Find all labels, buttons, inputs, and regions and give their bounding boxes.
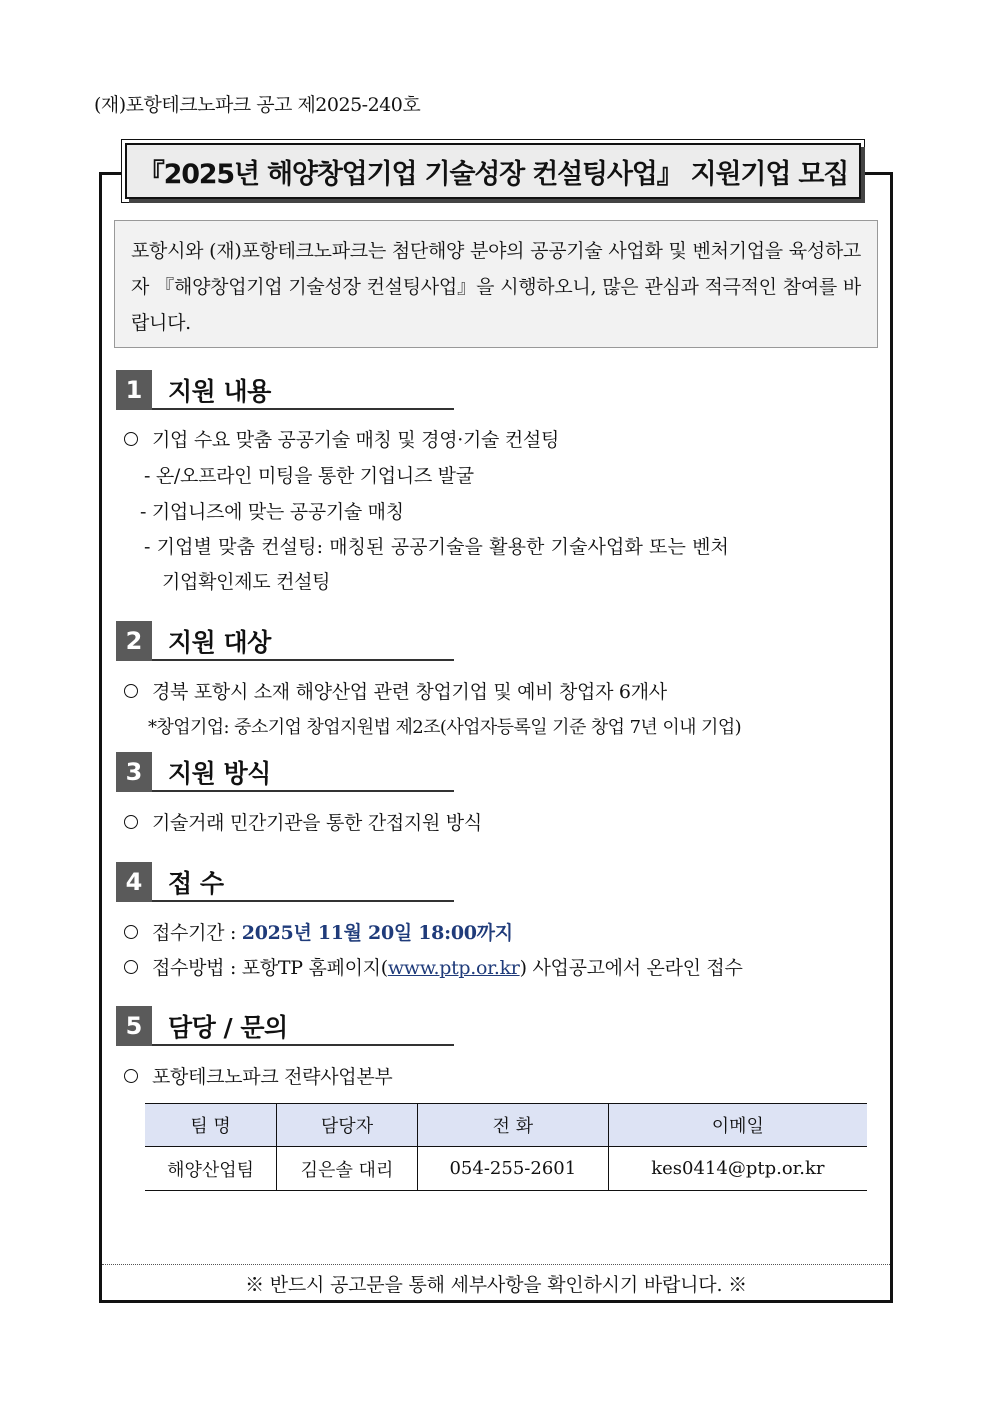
list-item: 기업확인제도 컨설팅 <box>162 571 331 593</box>
section-2-header <box>116 621 454 661</box>
section-underline <box>152 790 454 792</box>
table-cell: kes0414@ptp.or.kr <box>608 1147 867 1191</box>
section-title: 지원 대상 <box>168 628 271 657</box>
table-header: 전 화 <box>417 1104 608 1147</box>
section-4-header <box>116 862 454 902</box>
reception-method: 접수방법 : 포항TP 홈페이지(www.ptp.or.kr) 사업공고에서 온라인 접수 <box>124 953 743 980</box>
circle-bullet-icon <box>124 925 138 939</box>
circle-bullet-icon <box>124 960 138 974</box>
table-header: 담당자 <box>277 1104 418 1147</box>
section-5-header <box>116 1006 454 1046</box>
list-item: - 기업별 맞춤 컨설팅: 매칭된 공공기술을 활용한 기술사업화 또는 벤처 <box>144 536 729 558</box>
deadline-text: 2025년 11월 20일 18:00까지 <box>241 922 513 944</box>
section-number: 1 <box>116 370 152 410</box>
section-underline <box>152 408 454 410</box>
list-item: - 기업니즈에 맞는 공공기술 매칭 <box>140 501 404 523</box>
list-item: 경북 포항시 소재 해양산업 관련 창업기업 및 예비 창업자 6개사 <box>124 677 667 704</box>
section-title: 지원 내용 <box>168 377 271 406</box>
homepage-link[interactable]: www.ptp.or.kr <box>387 957 520 979</box>
list-item: 기업 수요 맞춤 공공기술 매칭 및 경영·기술 컨설팅 <box>124 425 559 452</box>
notice-number: (재)포항테크노파크 공고 제2025-240호 <box>94 94 421 116</box>
page-title: 『2025년 해양창업기업 기술성장 컨설팅사업』 지원기업 모집 <box>137 158 849 190</box>
section-underline <box>152 659 454 661</box>
section-underline <box>152 900 454 902</box>
section-1-header <box>116 370 454 410</box>
table-header: 팀 명 <box>145 1104 277 1147</box>
circle-bullet-icon <box>124 684 138 698</box>
section-number: 4 <box>116 862 152 902</box>
list-item: 포항테크노파크 전략사업본부 <box>124 1062 392 1089</box>
list-item: - 온/오프라인 미팅을 통한 기업니즈 발굴 <box>144 465 474 487</box>
section-3-header <box>116 752 454 792</box>
section-number: 2 <box>116 621 152 661</box>
section-underline <box>152 1044 454 1046</box>
section-number: 3 <box>116 752 152 792</box>
table-cell: 김은솔 대리 <box>277 1147 418 1191</box>
list-item: 기술거래 민간기관을 통한 간접지원 방식 <box>124 808 482 835</box>
circle-bullet-icon <box>124 815 138 829</box>
intro-paragraph: 포항시와 (재)포항테크노파크는 첨단해양 분야의 공공기술 사업화 및 벤처기업을 육성하고자 『해양창업기업 기술성장 컨설팅사업』을 시행하오니, 많은 관심과 적극적인 참여를 바랍니다. <box>114 220 878 348</box>
table-row <box>145 1147 867 1191</box>
table-cell: 해양산업팀 <box>145 1147 277 1191</box>
section-number: 5 <box>116 1006 152 1046</box>
table-header: 이메일 <box>608 1104 867 1147</box>
table-cell: 054-255-2601 <box>417 1147 608 1191</box>
section-title: 담당 / 문의 <box>168 1013 288 1042</box>
title-box <box>121 139 865 203</box>
title-inner <box>125 143 861 199</box>
footer-note: ※ 반드시 공고문을 통해 세부사항을 확인하시기 바랍니다. ※ <box>102 1264 890 1301</box>
footnote: *창업기업: 중소기업 창업지원법 제2조(사업자등록일 기준 창업 7년 이내 기업) <box>148 717 742 738</box>
contact-table <box>145 1103 867 1191</box>
reception-period: 접수기간 : 2025년 11월 20일 18:00까지 <box>124 918 513 945</box>
section-title: 지원 방식 <box>168 759 271 788</box>
circle-bullet-icon <box>124 432 138 446</box>
table-header-row <box>145 1104 867 1147</box>
circle-bullet-icon <box>124 1069 138 1083</box>
section-title: 접 수 <box>168 869 224 898</box>
